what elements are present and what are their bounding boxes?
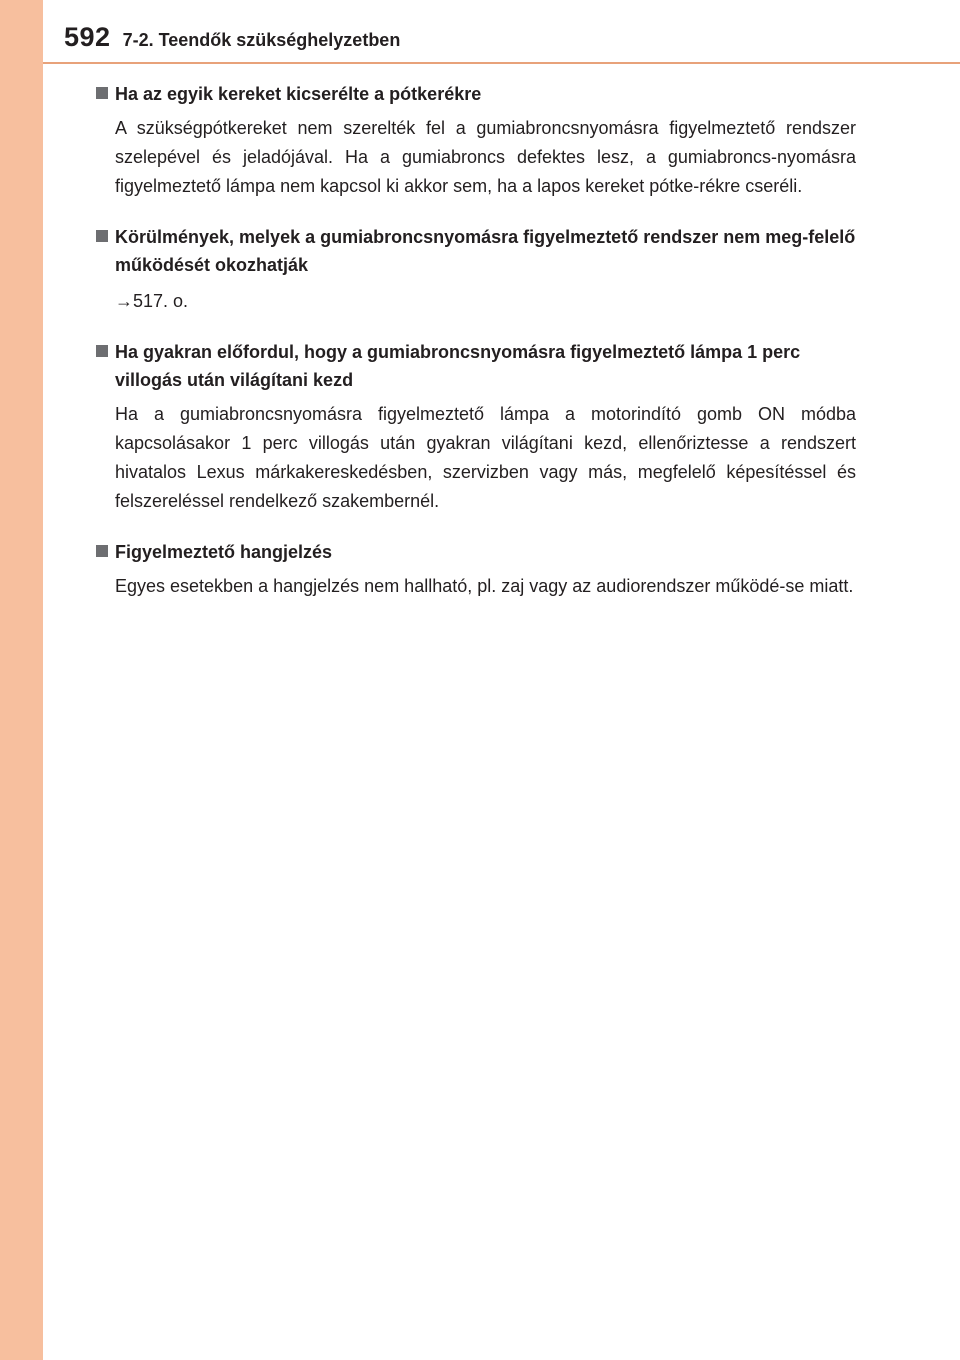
section-warning-buzzer: [96, 538, 856, 601]
section-heading: [96, 338, 856, 394]
page-content: [96, 80, 856, 609]
section-body: Egyes esetekben a hangjelzés nem hallható, pl. zaj vagy az audiorendszer működé-se miatt.: [115, 576, 854, 596]
square-bullet-icon: [96, 345, 108, 357]
section-body: Ha a gumiabroncsnyomásra figyelmeztető lámpa a motorindító gomb ON módba kapcsolásakor 1 perc villogás után gyakran világítani kezd, ellenőriztesse a rendszert hivatalos Lexus márkakereskedésben, szervizben vagy más, megfelelő képesítéssel és felszereléssel rendelkező szakembernél.: [115, 404, 856, 511]
page-header: [64, 22, 400, 62]
side-color-strip: [0, 0, 43, 1360]
section-heading-text: Ha gyakran előfordul, hogy a gumiabroncsnyomásra figyelmeztető lámpa 1 perc villogás után világítani kezd: [115, 342, 801, 390]
section-body: A szükségpótkereket nem szerelték fel a gumiabroncsnyomásra figyelmeztető rendszer szelepével és jeladójával. Ha a gumiabroncs defektes lesz, a gumiabroncs-nyomásra figyelmeztető lámpa nem kapcsol ki akkor sem, ha a lapos kereket pótke-rékre cseréli.: [115, 118, 856, 196]
square-bullet-icon: [96, 230, 108, 242]
section-heading-text: Körülmények, melyek a gumiabroncsnyomásra figyelmeztető rendszer nem meg-felelő működését okozhatják: [115, 227, 856, 275]
header-divider: [43, 62, 960, 64]
page-reference-link[interactable]: →517. o.: [115, 291, 189, 311]
section-title: 7-2. Teendők szükséghelyzetben: [122, 30, 401, 50]
section-spare-tire: [96, 80, 856, 201]
section-malfunction-conditions: [96, 223, 856, 316]
square-bullet-icon: [96, 545, 108, 557]
section-heading: [96, 538, 856, 566]
page-number: 592: [64, 22, 111, 52]
section-warning-light-blinking: [96, 338, 856, 516]
section-heading: [96, 223, 856, 279]
section-heading: [96, 80, 856, 108]
section-heading-text: Ha az egyik kereket kicserélte a pótkerékre: [115, 84, 482, 104]
square-bullet-icon: [96, 87, 108, 99]
section-heading-text: Figyelmeztető hangjelzés: [115, 542, 333, 562]
